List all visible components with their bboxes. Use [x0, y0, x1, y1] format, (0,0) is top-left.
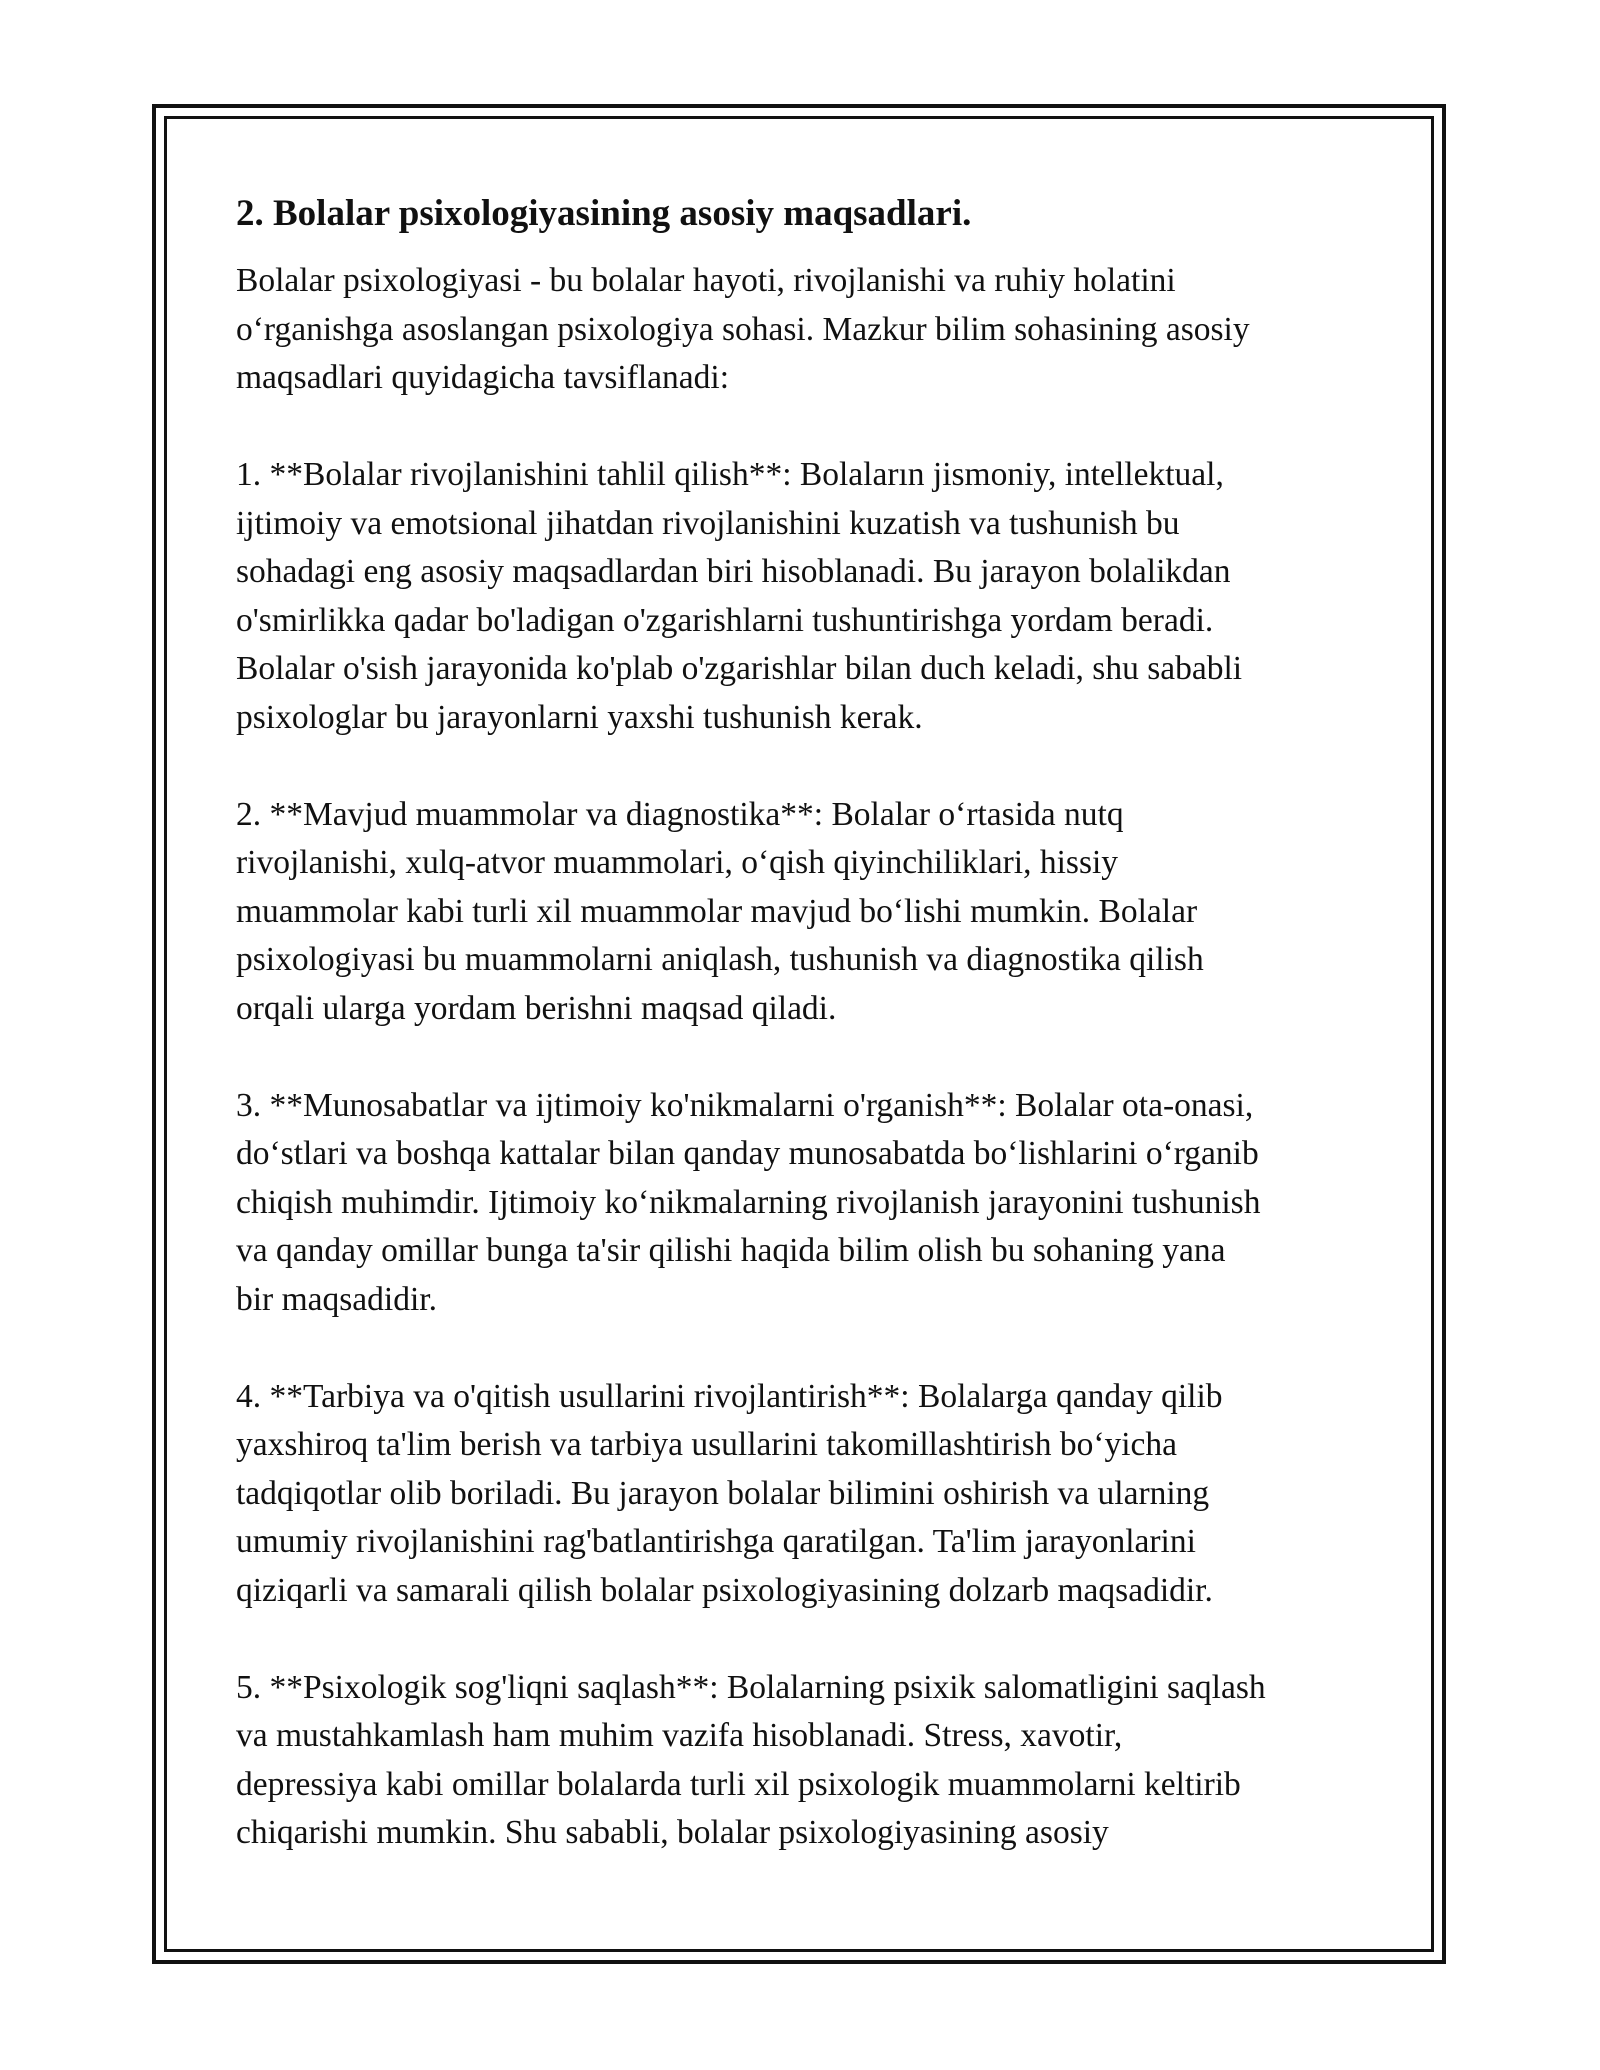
text-line: chiqarishi mumkin. Shu sababli, bolalar psixologiyasining asosiy [236, 1814, 1109, 1851]
intro-paragraph [236, 257, 1376, 403]
text-line: 5. **Psixologik sog'liqni saqlash**: Bolalarning psixik salomatligini saqlash [236, 1668, 1266, 1706]
text-line: psixologlar bu jarayonlarni yaxshi tushunish kerak. [236, 698, 923, 736]
text-line: 1. **Bolalar rivojlanishini tahlil qilish**: Bolaların jismoniy, intellektual, [236, 456, 1224, 493]
text-line: ijtimoiy va emotsional jihatdan rivojlanishini kuzatish va tushunish bu [236, 504, 1180, 542]
section-heading: 2. Bolalar psixologiyasining asosiy maqsadlari. [236, 193, 972, 234]
paragraph-item-2 [236, 791, 1376, 1034]
text-line: maqsadlari quyidagicha tavsiflanadi: [236, 359, 730, 396]
text-line: va mustahkamlash ham muhim vazifa hisoblanadi. Stress, xavotir, [236, 1717, 1123, 1754]
text-line: orqali ularga yordam berishni maqsad qiladi. [236, 989, 837, 1027]
page-content [236, 185, 1376, 1858]
text-line: Bolalar psixologiyasi - bu bolalar hayoti, rivojlanishi va ruhiy holatini [236, 262, 1176, 299]
paragraph-item-3 [236, 1082, 1376, 1325]
text-line: 4. **Tarbiya va o'qitish usullarini rivojlantirish**: Bolalarga qanday qilib [236, 1377, 1223, 1415]
text-line: o‘rganishga asoslangan psixologiya sohasi. Mazkur bilim sohasining asosiy [236, 310, 1250, 348]
text-line: depressiya kabi omillar bolalarda turli xil psixologik muammolarni keltirib [236, 1765, 1241, 1803]
text-line: 2. **Mavjud muammolar va diagnostika**: Bolalar o‘rtasida nutq [236, 795, 1124, 833]
text-line: qiziqarli va samarali qilish bolalar psixologiyasining dolzarb maqsadidir. [236, 1571, 1213, 1609]
text-line: psixologiyasi bu muammolarni aniqlash, tushunish va diagnostika qilish [236, 941, 1204, 978]
paragraph-item-1 [236, 451, 1376, 742]
text-line: yaxshiroq ta'lim berish va tarbiya usullarini takomillashtirish bo‘yicha [236, 1426, 1178, 1463]
text-line: o'smirlikka qadar bo'ladigan o'zgarishlarni tushuntirishga yordam beradi. [236, 601, 1214, 639]
text-line: chiqish muhimdir. Ijtimoiy ko‘nikmalarning rivojlanish jarayonini tushunish [236, 1183, 1261, 1221]
text-line: Bolalar o'sish jarayonida ko'plab o'zgarishlar bilan duch keladi, shu sababli [236, 650, 1243, 687]
text-line: muammolar kabi turli xil muammolar mavjud bo‘lishi mumkin. Bolalar [236, 892, 1198, 930]
text-line: umumiy rivojlanishini rag'batlantirishga qaratilgan. Ta'lim jarayonlarini [236, 1523, 1196, 1560]
text-line: bir maqsadidir. [236, 1280, 437, 1318]
paragraph-item-4 [236, 1373, 1376, 1616]
text-line: rivojlanishi, xulq-atvor muammolari, o‘qish qiyinchiliklari, hissiy [236, 844, 1119, 881]
text-line: va qanday omillar bunga ta'sir qilishi haqida bilim olish bu sohaning yana [236, 1232, 1226, 1269]
text-line: 3. **Munosabatlar va ijtimoiy ko'nikmalarni o'rganish**: Bolalar ota-onasi, [236, 1086, 1254, 1124]
paragraph-item-5 [236, 1664, 1376, 1858]
text-line: tadqiqotlar olib boriladi. Bu jarayon bolalar bilimini oshirish va ularning [236, 1474, 1210, 1512]
text-line: do‘stlari va boshqa kattalar bilan qanday munosabatda bo‘lishlarini o‘rganib [236, 1135, 1259, 1172]
text-line: sohadagi eng asosiy maqsadlardan biri hisoblanadi. Bu jarayon bolalikdan [236, 553, 1231, 590]
